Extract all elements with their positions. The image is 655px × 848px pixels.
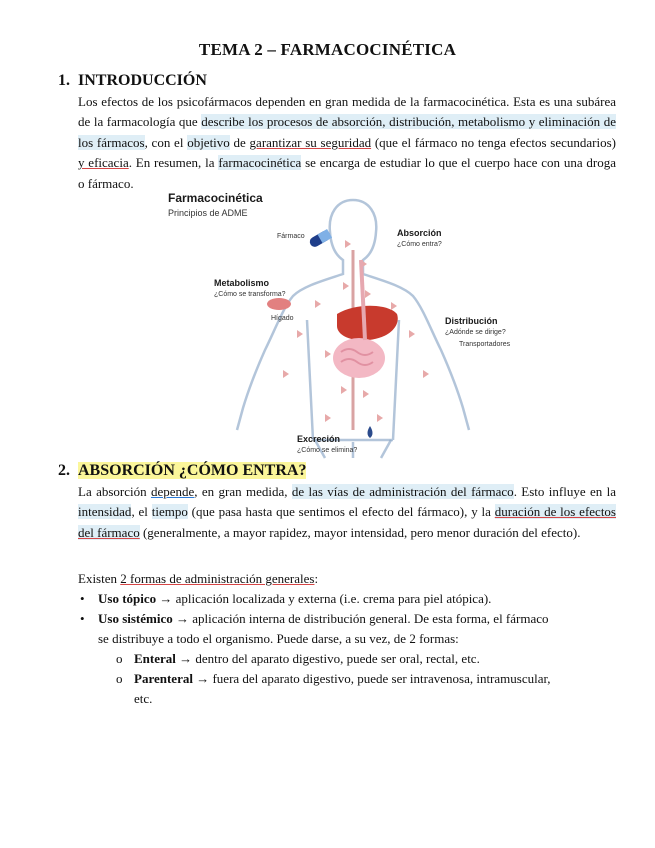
label-metabolismo-question: ¿Cómo se transforma? (214, 291, 286, 298)
underlined-text: garantizar su seguridad (249, 134, 372, 150)
sub-bullet-parenteral (134, 669, 551, 689)
arrow-icon: → (179, 651, 196, 666)
label-distribucion: Distribución (445, 316, 498, 326)
bullet-text: aplicación localizada y externa (i.e. crema para piel atópica). (175, 591, 492, 606)
label-metabolismo: Metabolismo (214, 278, 270, 288)
section-2-paragraph (78, 482, 616, 543)
section-1-number: 1. (58, 72, 70, 89)
underlined-text: y eficacia (78, 155, 129, 171)
bullet-term: Uso tópico (98, 591, 157, 606)
arrow-icon: → (196, 671, 213, 686)
bullet-sistemico (98, 609, 549, 629)
label-absorcion: Absorción (397, 228, 442, 238)
highlighted-text: describe los procesos de absorción, distribución, metabolismo y eliminación de los fármacos (78, 114, 616, 150)
label-absorcion-question: ¿Cómo entra? (397, 241, 442, 248)
highlighted-text: de las vías de administración del fármaco (291, 484, 514, 499)
label-transportadores: Transportadores (459, 341, 511, 348)
bullet-dot: • (80, 611, 85, 626)
liver-shape (337, 306, 398, 341)
text-run: (que el fármaco no tenga efectos secundarios) (371, 134, 616, 150)
forms-intro-line (78, 569, 318, 589)
label-excrecion: Excreción (297, 434, 341, 444)
text-run: Los efectos de los psicofármacos dependen en gran medida de la farmacocinética. Esta es una subárea de la farmacología que (78, 94, 616, 130)
diagram-title: Farmacocinética (168, 191, 263, 205)
bullet-sistemico-continuation: se distribuye a todo el organismo. Puede darse, a su vez, de 2 formas: (98, 631, 459, 646)
bullet-term: Enteral (134, 651, 176, 666)
excretion-drop-icon (368, 426, 373, 438)
section-1-paragraph (78, 92, 616, 194)
text-run: de (229, 134, 250, 150)
highlighted-text: duración de los efectos del fármaco (78, 504, 616, 540)
section-2-title: ABSORCIÓN ¿CÓMO ENTRA? (78, 462, 307, 479)
label-distribucion-question: ¿Adónde se dirige? (445, 329, 506, 336)
text-run: : (314, 571, 319, 586)
highlighted-text: objetivo (187, 134, 230, 150)
sub-bullet-marker: o (116, 651, 123, 666)
sub-bullet-marker: o (116, 671, 123, 686)
adme-diagram (165, 190, 525, 460)
bullet-text: aplicación interna de distribución general. De esta forma, el fármaco (192, 611, 549, 626)
sub-bullet-parenteral-continuation: etc. (134, 691, 153, 706)
highlighted-text: farmacocinética (218, 155, 302, 171)
highlighted-text: intensidad (78, 504, 132, 520)
underlined-text: 2 formas de administración generales (120, 571, 315, 586)
sub-bullet-enteral (134, 649, 480, 669)
text-run: Existen (78, 571, 121, 586)
text-run: , el (131, 504, 152, 520)
section-1-heading (58, 72, 207, 90)
section-2-number: 2. (58, 462, 70, 479)
bullet-dot: • (80, 591, 85, 606)
text-run: . En resumen, la (128, 155, 219, 171)
text-run: , con el (144, 134, 188, 150)
arrow-icon: → (159, 591, 176, 606)
text-run: (generalmente, a mayor rapidez, mayor intensidad, pero menor duración del efecto). (139, 524, 581, 540)
underlined-text: depende (150, 484, 195, 499)
bullet-term: Parenteral (134, 671, 193, 686)
section-2-heading (58, 462, 306, 480)
small-liver-icon (267, 298, 291, 310)
text-run: se encarga de estudiar lo que el cuerpo hace con una droga o fármaco. (78, 155, 616, 191)
text-run: , en gran medida, (194, 484, 292, 499)
arrow-icon: → (176, 611, 193, 626)
text-run: La absorción (78, 484, 151, 499)
bullet-term: Uso sistémico (98, 611, 173, 626)
intestines-shape (333, 338, 385, 378)
label-excrecion-question: ¿Cómo se elimina? (297, 447, 358, 454)
section-1-title: INTRODUCCIÓN (78, 72, 207, 89)
text-run: . Esto influye en la (513, 484, 616, 499)
text-run: (que pasa hasta que sentimos el efecto del fármaco), y la (187, 504, 495, 520)
diagram-subtitle: Principios de ADME (168, 208, 248, 218)
highlighted-text: tiempo (151, 504, 188, 520)
label-farmaco: Fármaco (277, 233, 305, 240)
label-higado: Hígado (271, 315, 294, 322)
bullet-text: dentro del aparato digestivo, puede ser oral, rectal, etc. (195, 651, 480, 666)
bullet-text: fuera del aparato digestivo, puede ser intravenosa, intramuscular, (212, 671, 551, 686)
document-title: TEMA 2 – FARMACOCINÉTICA (198, 40, 457, 59)
bullet-topico (98, 589, 491, 609)
pill-icon (308, 229, 332, 249)
